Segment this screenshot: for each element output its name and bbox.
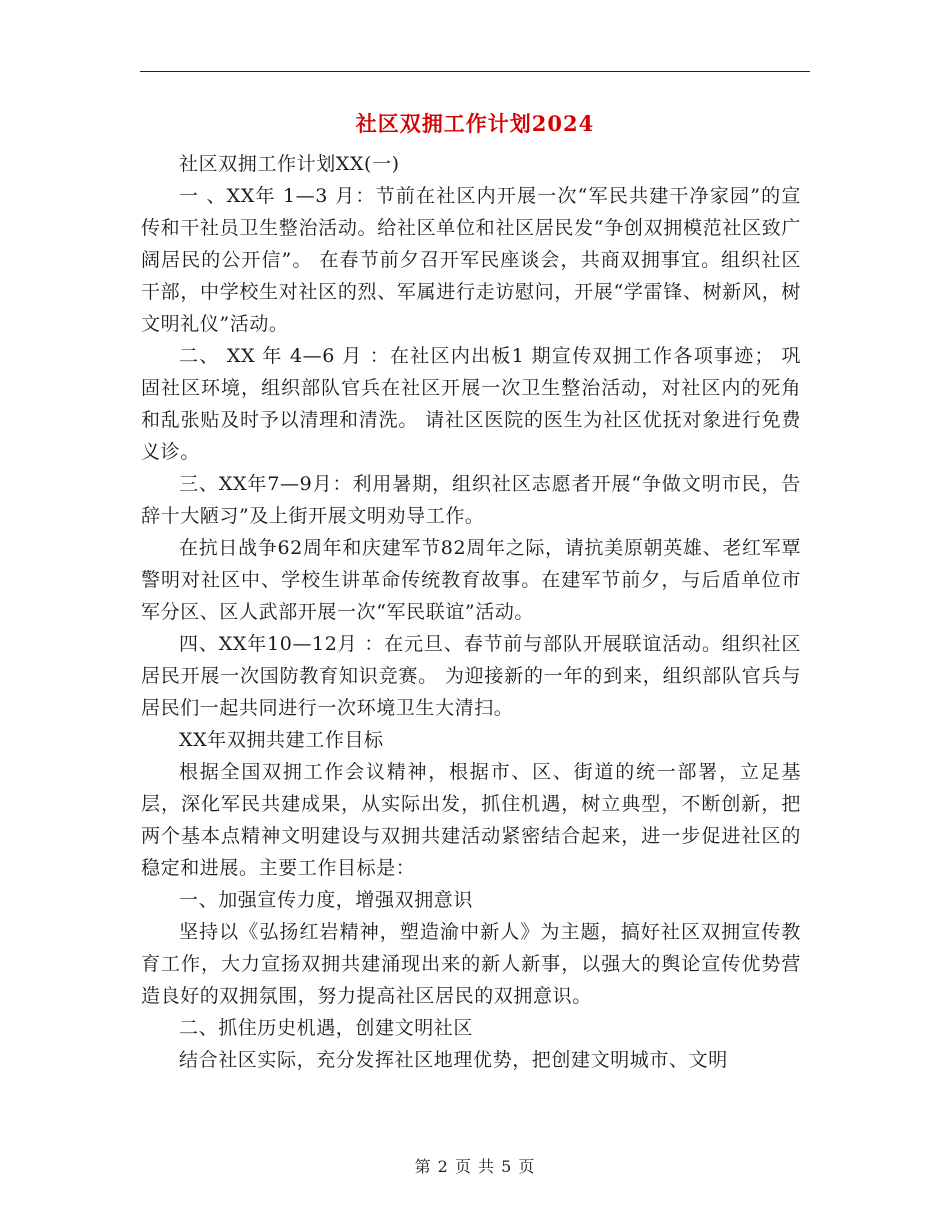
paragraph: 三、XX年7—9月：利用暑期，组织社区志愿者开展“争做文明市民，告辞十大陋习”及上街开展文明劝导工作。 <box>141 473 801 527</box>
paragraph-heading: 社区双拥工作计划XX(一) <box>179 153 400 175</box>
paragraph: 二、 XX 年 4—6 月 ：在社区内出板1 期宣传双拥工作各项事迹； 巩固社区环境，组织部队官兵在社区开展一次卫生整治活动，对社区内的死角和乱张贴及时予以清理和清洗。 请社区医院的医生为社区优抚对象进行免费义诊。 <box>141 345 801 463</box>
paragraph: 四、XX年10—12月 ：在元旦、春节前与部队开展联谊活动。组织社区居民开展一次国防教育知识竞赛。 为迎接新的一年的到来，组织部队官兵与居民们一起共同进行一次环境卫生大清扫。 <box>141 633 801 719</box>
paragraph-heading: 二、抓住历史机遇，创建文明社区 <box>179 1017 474 1039</box>
page-number-footer: 第 2 页 共 5 页 <box>414 1157 536 1176</box>
document-body <box>141 148 801 1076</box>
paragraph-heading: XX年双拥共建工作目标 <box>179 729 384 751</box>
paragraph: 在抗日战争62周年和庆建军节82周年之际，请抗美原朝英雄、老红军覃警明对社区中、学校生讲革命传统教育故事。在建军节前夕，与后盾单位市军分区、区人武部开展一次“军民联谊”活动。 <box>141 537 801 623</box>
paragraph: 坚持以《弘扬红岩精神，塑造渝中新人》为主题，搞好社区双拥宣传教育工作，大力宣扬双拥共建涌现出来的新人新事，以强大的舆论宣传优势营造良好的双拥氛围，努力提高社区居民的双拥意识。 <box>141 921 801 1007</box>
paragraph: 根据全国双拥工作会议精神，根据市、区、街道的统一部署，立足基层，深化军民共建成果，从实际出发，抓住机遇，树立典型，不断创新，把两个基本点精神文明建设与双拥共建活动紧密结合起来，进一步促进社区的稳定和进展。主要工作目标是： <box>141 761 801 879</box>
paragraph-heading: 一、加强宣传力度，增强双拥意识 <box>179 889 474 911</box>
paragraph: 结合社区实际，充分发挥社区地理优势，把创建文明城市、文明 <box>179 1049 728 1071</box>
paragraph: 一 、XX年 1—3 月：节前在社区内开展一次“军民共建干净家园”的宣传和干社员卫生整治活动。给社区单位和社区居民发“争创双拥模范社区致广阔居民的公开信”。 在春节前夕召开军民座谈会，共商双拥事宜。组织社区干部，中学校生对社区的烈、军属进行走访慰问，开展“学雷锋、树新风，树文明礼仪”活动。 <box>141 185 801 335</box>
header-rule <box>140 71 810 72</box>
document-title: 社区双拥工作计划2024 <box>355 111 595 136</box>
